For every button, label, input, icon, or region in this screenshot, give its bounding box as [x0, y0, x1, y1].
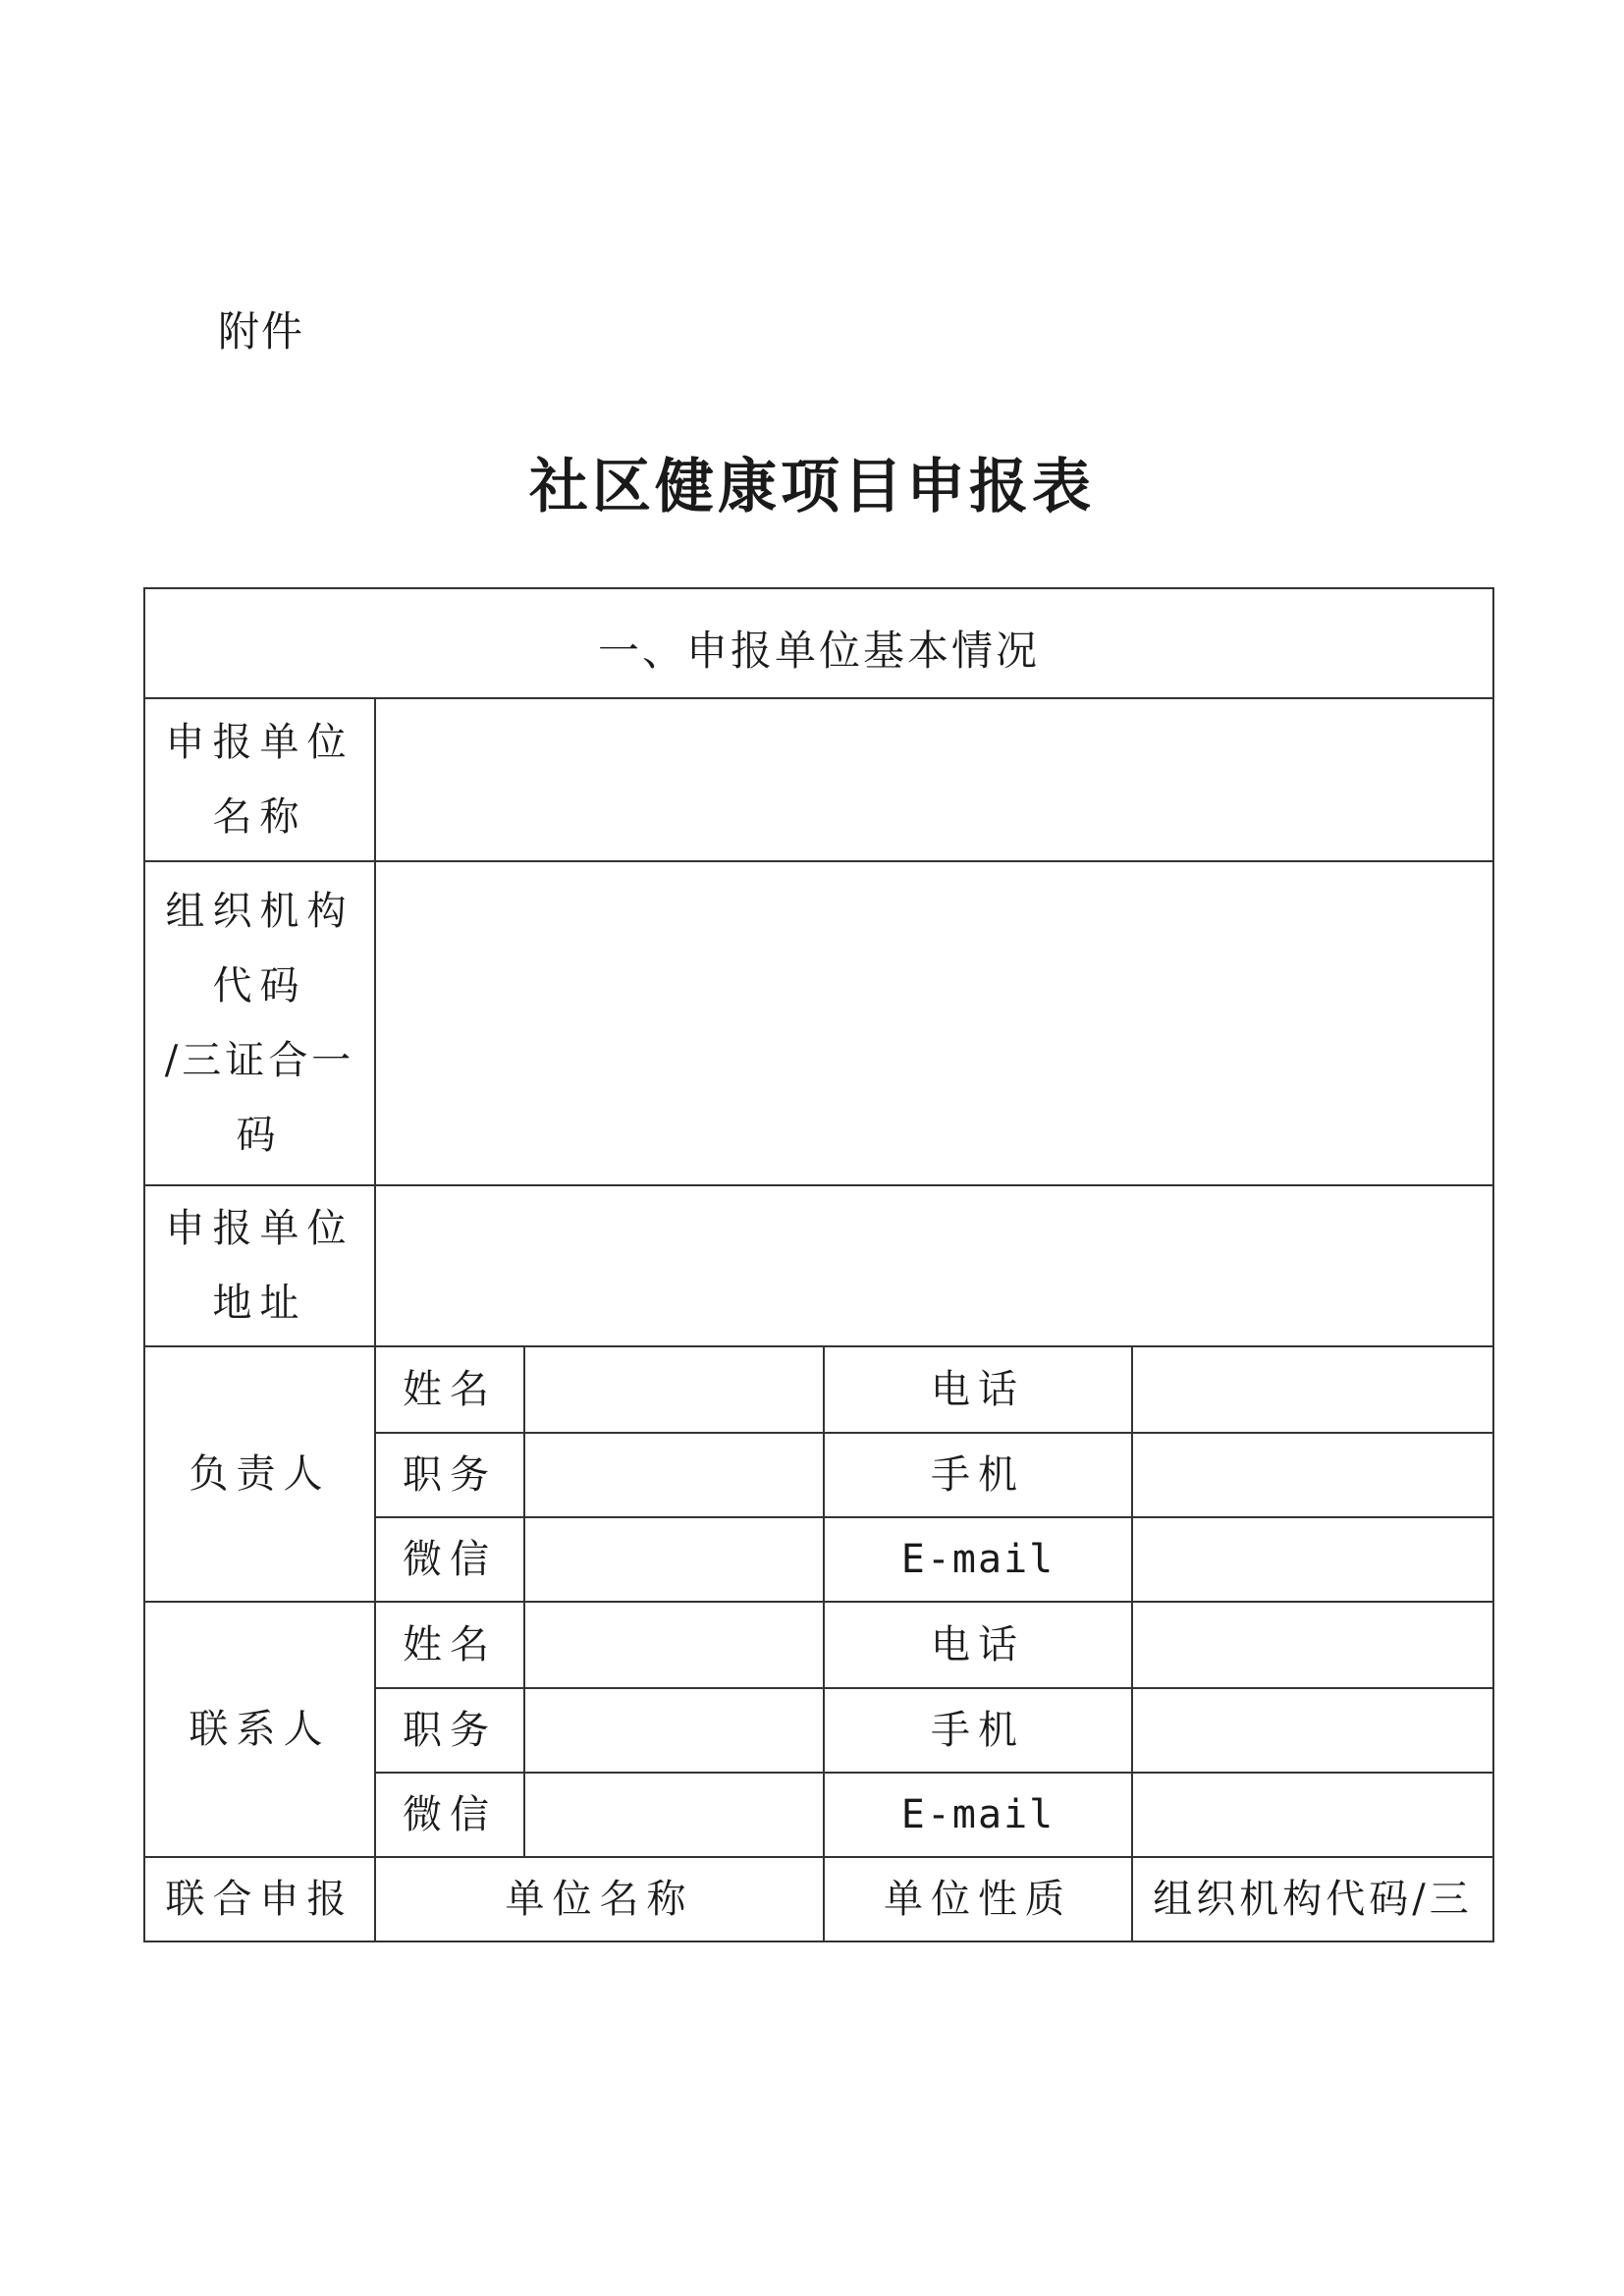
joint-col-unit-type: 单位性质 [884, 1877, 1072, 1922]
joint-col-unit-name: 单位名称 [505, 1877, 694, 1922]
label-line: 申报单位 [165, 720, 354, 765]
contact-mobile-field[interactable] [1133, 1689, 1492, 1772]
label-line: 申报单位 [165, 1206, 354, 1251]
principal-wechat-label: 微信 [403, 1537, 497, 1582]
org-name-field[interactable] [376, 699, 1492, 860]
attachment-label: 附件 [218, 307, 305, 355]
label-line: 码 [236, 1113, 284, 1158]
org-code-label [145, 862, 374, 1184]
contact-name-label: 姓名 [403, 1622, 497, 1667]
principal-mobile-field[interactable] [1133, 1434, 1492, 1516]
contact-wechat-field[interactable] [525, 1774, 823, 1856]
label-line: 地址 [212, 1281, 307, 1326]
contact-name-field[interactable] [525, 1603, 823, 1687]
org-code-field[interactable] [376, 862, 1492, 1184]
principal-mobile-label: 手机 [931, 1452, 1025, 1498]
principal-title-field[interactable] [525, 1434, 823, 1516]
application-form-table [143, 587, 1494, 1942]
principal-email-field[interactable] [1133, 1518, 1492, 1601]
contact-email-label: E-mail [900, 1792, 1056, 1837]
label-line: /三证合一 [164, 1038, 355, 1083]
contact-mobile-label: 手机 [931, 1708, 1025, 1753]
principal-wechat-field[interactable] [525, 1518, 823, 1601]
org-name-label [145, 699, 374, 860]
contact-phone-field[interactable] [1133, 1603, 1492, 1687]
contact-title-label: 职务 [403, 1708, 497, 1753]
address-field[interactable] [376, 1186, 1492, 1345]
principal-name-label: 姓名 [403, 1367, 497, 1412]
contact-wechat-label: 微信 [403, 1792, 497, 1837]
joint-col-org-code: 组织机构代码/三 [1153, 1877, 1473, 1922]
joint-application-label: 联合申报 [165, 1877, 354, 1922]
label-line: 名称 [212, 794, 307, 840]
contact-title-field[interactable] [525, 1689, 823, 1772]
contact-email-field[interactable] [1133, 1774, 1492, 1856]
label-line: 代码 [212, 963, 307, 1009]
principal-email-label: E-mail [900, 1537, 1056, 1582]
form-title: 社区健康项目申报表 [529, 453, 1095, 521]
principal-group-label: 负责人 [189, 1451, 331, 1497]
contact-phone-label: 电话 [931, 1622, 1025, 1667]
principal-name-field[interactable] [525, 1347, 823, 1432]
contact-group-label: 联系人 [189, 1707, 331, 1752]
principal-phone-label: 电话 [931, 1367, 1025, 1412]
principal-title-label: 职务 [403, 1452, 497, 1498]
label-line: 组织机构 [165, 889, 354, 934]
address-label [145, 1186, 374, 1345]
section-heading: 一、申报单位基本情况 [597, 627, 1040, 675]
principal-phone-field[interactable] [1133, 1347, 1492, 1432]
